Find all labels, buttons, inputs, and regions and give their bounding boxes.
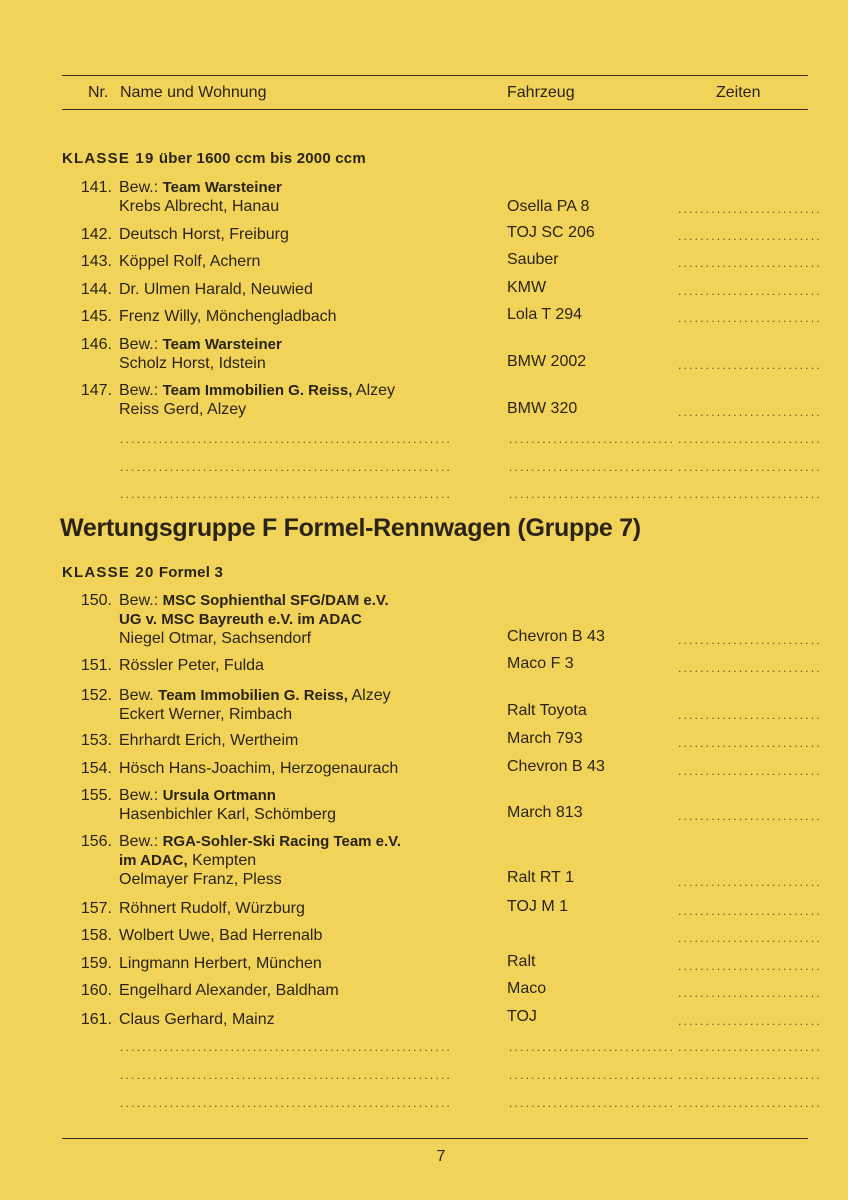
entry-number: 153. (80, 732, 112, 749)
driver-name: Oelmayer Franz, Pless (119, 871, 282, 888)
driver-name: Dr. Ulmen Harald, Neuwied (119, 281, 313, 298)
driver-name: Eckert Werner, Rimbach (119, 706, 293, 723)
entrant-line: Bew.: RGA-Sohler-Ski Racing Team e.V. (119, 833, 401, 850)
vehicle: TOJ SC 206 (507, 224, 595, 241)
vehicle: March 813 (507, 804, 583, 821)
vehicle: TOJ (507, 1008, 537, 1025)
entry-number: 143. (80, 253, 112, 270)
class-19-label: KLASSE 19 (62, 150, 155, 167)
driver-name: Frenz Willy, Mönchengladbach (119, 308, 337, 325)
vehicle: Maco (507, 980, 547, 997)
times-dots: .......................... (678, 358, 822, 372)
driver-name: Köppel Rolf, Achern (119, 253, 261, 270)
group-title: Wertungsgruppe F Formel-Rennwagen (Gruppe 7) (60, 514, 641, 542)
times-dots: .......................... (678, 661, 822, 675)
driver-name: Claus Gerhard, Mainz (119, 1011, 275, 1028)
times-dots: .......................... (678, 256, 822, 270)
entry-number: 155. (80, 787, 112, 804)
driver-name: Krebs Albrecht, Hanau (119, 198, 280, 215)
driver-name: Röhnert Rudolf, Würzburg (119, 900, 305, 917)
vehicle: Ralt Toyota (507, 702, 587, 719)
class-19-description: über 1600 ccm bis 2000 ccm (158, 150, 366, 167)
entry-number: 157. (80, 900, 112, 917)
driver-name: Ehrhardt Erich, Wertheim (119, 732, 299, 749)
times-dots: .......................... (678, 931, 822, 945)
driver-name: Lingmann Herbert, München (119, 955, 322, 972)
times-dots: .......................... (678, 875, 822, 889)
driver-name: Niegel Otmar, Sachsendorf (119, 630, 312, 647)
times-dots: .......................... (678, 809, 822, 823)
vehicle: TOJ M 1 (507, 898, 569, 915)
times-dots: .......................... (678, 284, 822, 298)
class-20-heading (62, 564, 223, 581)
entry-number: 142. (80, 226, 112, 243)
entrant-team: Team Warsteiner (162, 336, 282, 353)
entry-number: 141. (80, 179, 112, 196)
entrant-team: RGA-Sohler-Ski Racing Team e.V. (162, 833, 401, 850)
entry-number: 154. (80, 760, 112, 777)
entry-number: 150. (80, 592, 112, 609)
column-header-name: Name und Wohnung (120, 84, 267, 101)
driver-name: Hasenbichler Karl, Schömberg (119, 806, 336, 823)
times-dots: .......................... (678, 1014, 822, 1028)
program-page: Nr. Name und Wohnung Fahrzeug Zeiten KLASSE 19 über 1600 ccm bis 2000 ccm 141. Bew.: Team Warsteiner Krebs Albrecht, Hanau Osella PA 8 .......................... 142. Deutsch Horst, Freiburg TOJ SC 206 .......................... 143. Köppel Rolf, Achern Sauber .......................... 144. Dr. Ulmen Harald, Neuwied KMW .......................... 145. Frenz Willy, Mönchengladbach Lola T 294 .......................... 146. Bew.: Team Warsteiner Scholz Horst, Idstein BMW 2002 .......................... 147. Bew.: Team Immobilien G. Reiss, Alzey Reiss Gerd, Alzey BMW 320 .......................... ............................................................ .............................. .......................... ............................................................ .............................. .......................... ............................................................ .............................. .......................... Wertungsgruppe F Formel-Rennwagen (Gruppe 7) KLASSE 20 Formel 3 150. Bew.: MSC Sophienthal SFG/DAM e.V. UG v. MSC Bayreuth e.V. im ADAC Niegel Otmar, Sachsendorf Chevron B 43 .......................... 151. Rössler Peter, Fulda Maco F 3 .......................... 152. Bew. Team Immobilien G. Reiss, Alzey Eckert Werner, Rimbach Ralt Toyota .......................... 153. Ehrhardt Erich, Wertheim March 793 .......................... 154. Hösch Hans-Joachim, Herzogenaurach Chevron B 43 .......................... 155. Bew.: Ursula Ortmann Hasenbichler Karl, Schömberg March 813 .......................... 156. Bew.: RGA-Sohler-Ski Racing Team e.V. im ADAC, Kempten Oelmayer Franz, Pless Ralt RT 1 .......................... 157. Röhnert Rudolf, Würzburg TOJ M 1 .......................... 158. Wolbert Uwe, Bad Herrenalb .......................... 159. Lingmann Herbert, München Ralt .......................... 160. Engelhard Alexander, Baldham Maco .......................... 161. Claus Gerhard, Mainz TOJ .......................... ............................................................ .............................. .......................... ............................................................ .............................. .......................... ............................................................ .............................. .......................... 7 (0, 0, 848, 1200)
times-dots: .......................... (678, 708, 822, 722)
class-19-heading (62, 150, 366, 167)
vehicle: Ralt (507, 953, 536, 970)
entry-number: 156. (80, 833, 112, 850)
entrant-line-2: im ADAC, Kempten (119, 852, 257, 869)
entry-number: 146. (80, 336, 112, 353)
entrant-line: Bew.: MSC Sophienthal SFG/DAM e.V. (119, 592, 389, 609)
entry-number: 151. (80, 657, 112, 674)
footer-rule (62, 1138, 808, 1139)
entrant-line: Bew.: Team Warsteiner (119, 336, 282, 353)
times-dots: .......................... (678, 904, 822, 918)
vehicle: Ralt RT 1 (507, 869, 574, 886)
vehicle: Sauber (507, 251, 559, 268)
vehicle: BMW 320 (507, 400, 578, 417)
entry-number: 147. (80, 382, 112, 399)
times-dots: .......................... (678, 764, 822, 778)
entrant-team: Team Immobilien G. Reiss, (158, 687, 348, 704)
entrant-team: Team Immobilien G. Reiss, (162, 382, 353, 399)
vehicle: Chevron B 43 (507, 628, 605, 645)
entrant-line: Bew.: Team Immobilien G. Reiss, Alzey (119, 382, 396, 399)
times-dots: .......................... (678, 202, 822, 216)
entrant-line: Bew.: Team Warsteiner (119, 179, 282, 196)
entry-number: 158. (80, 927, 112, 944)
times-dots: .......................... (678, 405, 822, 419)
times-dots: .......................... (678, 959, 822, 973)
driver-name: Wolbert Uwe, Bad Herrenalb (119, 927, 323, 944)
class-20-description: Formel 3 (158, 564, 223, 581)
column-header-vehicle: Fahrzeug (507, 84, 575, 101)
column-header-nr: Nr. (88, 84, 109, 101)
vehicle: KMW (507, 279, 547, 296)
times-dots: .......................... (678, 311, 822, 325)
entry-number: 161. (80, 1011, 112, 1028)
driver-name: Hösch Hans-Joachim, Herzogenaurach (119, 760, 399, 777)
entrant-team: Ursula Ortmann (162, 787, 276, 804)
entry-number: 144. (80, 281, 112, 298)
header-top-rule (62, 75, 808, 76)
vehicle: Chevron B 43 (507, 758, 605, 775)
class-20-label: KLASSE 20 (62, 564, 155, 581)
entrant-team: Team Warsteiner (162, 179, 282, 196)
entrant-line: Bew.: Ursula Ortmann (119, 787, 276, 804)
header-bottom-rule (62, 109, 808, 110)
page-number: 7 (436, 1148, 446, 1165)
times-dots: .......................... (678, 229, 822, 243)
driver-name: Rössler Peter, Fulda (119, 657, 264, 674)
entrant-line: Bew. Team Immobilien G. Reiss, Alzey (119, 687, 391, 704)
entry-number: 159. (80, 955, 112, 972)
entry-number: 160. (80, 982, 112, 999)
entrant-line-2: UG v. MSC Bayreuth e.V. im ADAC (119, 611, 362, 628)
entrant-team: MSC Sophienthal SFG/DAM e.V. (162, 592, 389, 609)
times-dots: .......................... (678, 736, 822, 750)
vehicle: Maco F 3 (507, 655, 574, 672)
driver-name: Deutsch Horst, Freiburg (119, 226, 289, 243)
column-header-times: Zeiten (716, 84, 761, 101)
entry-number: 145. (80, 308, 112, 325)
entry-number: 152. (80, 687, 112, 704)
vehicle: Osella PA 8 (507, 198, 590, 215)
vehicle: March 793 (507, 730, 583, 747)
vehicle: BMW 2002 (507, 353, 587, 370)
times-dots: .......................... (678, 633, 822, 647)
vehicle: Lola T 294 (507, 306, 583, 323)
driver-name: Engelhard Alexander, Baldham (119, 982, 339, 999)
driver-name: Scholz Horst, Idstein (119, 355, 266, 372)
driver-name: Reiss Gerd, Alzey (119, 401, 247, 418)
times-dots: .......................... (678, 986, 822, 1000)
